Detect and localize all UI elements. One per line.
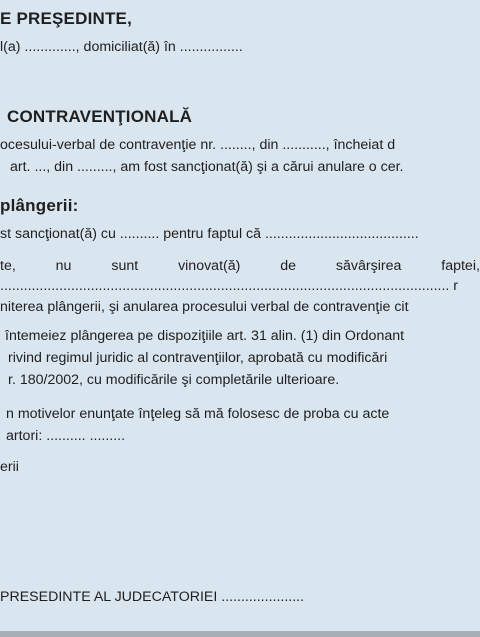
evidence-line: n motivelor enunţate înţeleg să mă folosesc de proba cu acte bbox=[6, 406, 390, 422]
domicile-line: l(a) ............., domiciliat(ă) în ................ bbox=[0, 39, 243, 55]
addressee-line: PRESEDINTE AL JUDECATORIEI ..................... bbox=[0, 589, 305, 605]
innocence-word: săvârşirea bbox=[335, 258, 402, 274]
innocence-word: de bbox=[280, 258, 297, 274]
annexes-label: erii bbox=[0, 459, 19, 475]
legal-basis-line-2: rivind regimul juridic al contravenţiilor, aprobată cu modificări bbox=[8, 350, 388, 366]
request-line: niterea plângerii, şi anularea procesului verbal de contravenţie cit bbox=[0, 299, 409, 315]
innocence-line bbox=[0, 257, 480, 275]
legal-basis-line-1: întemeiez plângerea pe dispoziţiile art. 31 alin. (1) din Ordonant bbox=[5, 328, 405, 344]
heading-plangerii: plângerii: bbox=[0, 196, 79, 215]
innocence-word: te, bbox=[0, 258, 16, 274]
sanction-line: art. ..., din ........., am fost sancţionat(ă) şi a cărui anulare o cer. bbox=[10, 159, 404, 175]
fact-line: st sancţionat(ă) cu .......... pentru faptul că ....................................... bbox=[0, 226, 419, 242]
proces-verbal-line: ocesului-verbal de contravenţie nr. ........, din ..........., încheiat d bbox=[0, 137, 396, 153]
bottom-border bbox=[0, 631, 480, 637]
heading-contraventionala: CONTRAVENŢIONALĂ bbox=[7, 107, 193, 126]
innocence-word: nu bbox=[55, 258, 72, 274]
witnesses-line: artori: .......... ......... bbox=[6, 428, 126, 444]
innocence-word: faptei, bbox=[441, 258, 480, 274]
innocence-word: vinovat(ă) bbox=[178, 258, 241, 274]
dotted-line: .................................................................................................................. r bbox=[0, 278, 459, 294]
heading-presedinte: E PREŞEDINTE, bbox=[0, 9, 133, 28]
legal-basis-line-3: r. 180/2002, cu modificările şi completările ulterioare. bbox=[8, 372, 340, 388]
innocence-word: sunt bbox=[111, 258, 139, 274]
